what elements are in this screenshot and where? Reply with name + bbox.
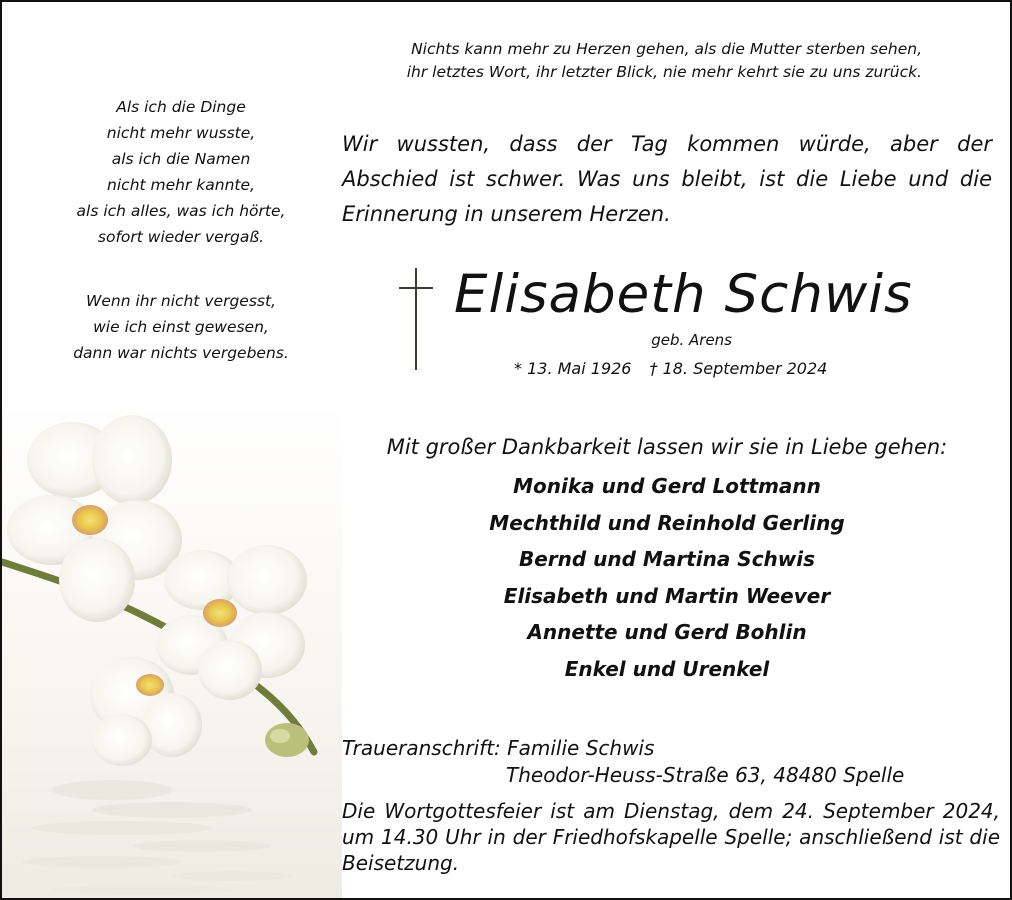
cross-icon — [398, 266, 434, 372]
intro-text: Wir wussten, dass der Tag kommen würde, aber der Abschied ist schwer. Was uns bleibt, ist die Liebe und die Erinnerung in unserem Herzen. — [342, 132, 992, 226]
family-member: Monika und Gerd Lottmann — [513, 474, 821, 498]
poem-line: Als ich die Dinge — [116, 98, 246, 116]
poem-line: Wenn ihr nicht vergesst, — [86, 292, 276, 310]
family-member: Bernd und Martina Schwis — [518, 547, 816, 571]
family-member: Elisabeth und Martin Weever — [503, 583, 831, 608]
poem-line: als ich alles, was ich hörte, — [76, 202, 286, 220]
family-member: Annette und Gerd Bohlin — [527, 620, 807, 644]
address-line-1: Traueranschrift: Familie Schwis — [342, 736, 655, 760]
top-quote — [362, 38, 922, 84]
family-member: Enkel und Urenkel — [564, 656, 770, 681]
poem-line: dann war nichts vergebens. — [73, 344, 289, 362]
deceased-name: Elisabeth Schwis — [454, 264, 913, 325]
birth-name: geb. Arens — [651, 331, 732, 349]
family-list — [342, 468, 992, 687]
mourning-address — [342, 735, 1002, 789]
poem-stanza-1 — [46, 94, 316, 250]
death-date: † 18. September 2024 — [649, 359, 828, 378]
family-member: Mechthild und Reinhold Gerling — [489, 510, 845, 535]
top-quote-line: ihr letztes Wort, ihr letzter Blick, nie mehr kehrt sie zu uns zurück. — [406, 63, 922, 81]
poem-line: nicht mehr kannte, — [107, 176, 255, 194]
poem-line: nicht mehr wusste, — [106, 124, 256, 142]
top-quote-line: Nichts kann mehr zu Herzen gehen, als die Mutter sterben sehen, — [411, 40, 922, 58]
poem-line: sofort wieder vergaß. — [97, 228, 265, 246]
poem-stanza-2 — [46, 288, 316, 366]
poem-line: wie ich einst gewesen, — [93, 318, 269, 336]
orchid-image — [2, 400, 342, 900]
address-line-2: Theodor-Heuss-Straße 63, 48480 Spelle — [506, 763, 905, 787]
service-info: Die Wortgottesfeier ist am Dienstag, dem 24. September 2024, um 14.30 Uhr in der Friedhofskapelle Spelle; anschließend ist die Beisetzung. — [342, 799, 1000, 875]
thanks-line: Mit großer Dankbarkeit lassen wir sie in Liebe gehen: — [386, 435, 948, 459]
poem-line: als ich die Namen — [111, 150, 251, 168]
birth-date: * 13. Mai 1926 — [514, 359, 632, 378]
life-dates — [514, 358, 827, 380]
